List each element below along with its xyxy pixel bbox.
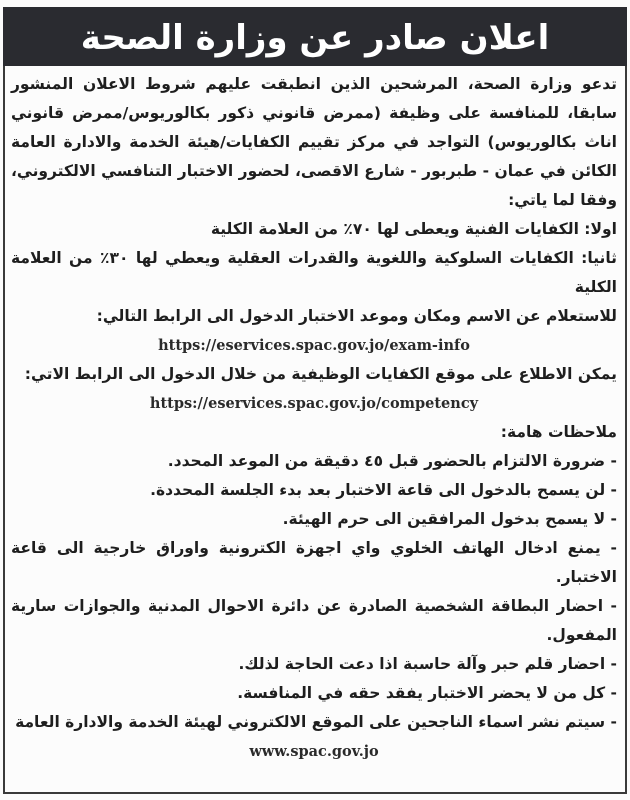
announcement-title: اعلان صادر عن وزارة الصحة (80, 18, 550, 58)
exam-info-link[interactable]: https://eservices.spac.gov.jo/exam-info (158, 337, 470, 354)
note-item: - كل من لا يحضر الاختبار يفقد حقه في المنافسة. (237, 684, 617, 702)
competency-text: يمكن الاطلاع على موقع الكفايات الوظيفية من خلال الدخول الى الرابط الاتي: (24, 365, 617, 383)
note-item: - سيتم نشر اسماء الناجحين على الموقع الالكتروني لهيئة الخدمة والادارة العامة (15, 713, 617, 731)
note-item: - لن يسمح بالدخول الى قاعة الاختبار بعد بدء الجلسة المحددة. (150, 481, 617, 499)
notes-title: ملاحظات هامة: (500, 423, 617, 441)
note-item: - لا يسمح بدخول المرافقين الى حرم الهيئة. (282, 510, 617, 528)
announcement-body (3, 66, 627, 794)
intro-paragraph: تدعو وزارة الصحة، المرشحين الذين انطبقت عليهم شروط الاعلان المنشور سابقا، للمنافسة على وظيفة (ممرض قانوني ذكور بكالوريوس/ممرض قانوني اناث بكالوريوس) التواجد في مركز تقييم الكفايات/هيئة الخدمة والادارة العامة الكائن في عمان - طبربور - شارع الاقصى، لحضور الاختبار التنافسي الالكتروني، وفقا لما ياتي: (11, 75, 617, 209)
note-item: - احضار البطاقة الشخصية الصادرة عن دائرة الاحوال المدنية والجوازات سارية المفعول. (11, 597, 617, 644)
note-item: - احضار قلم حبر وآلة حاسبة اذا دعت الحاجة لذلك. (238, 655, 617, 673)
competency-link[interactable]: https://eservices.spac.gov.jo/competency (149, 395, 479, 412)
announcement-header (3, 7, 627, 69)
second-criterion: ثانيا: الكفايات السلوكية واللغوية والقدرات العقلية ويعطي لها ٣٠٪ من العلامة الكلية (11, 249, 617, 296)
note-item: - يمنع ادخال الهاتف الخلوي واي اجهزة الكترونية واوراق خارجية الى قاعة الاختبار. (11, 539, 617, 586)
note-item: - ضرورة الالتزام بالحضور قبل ٤٥ دقيقة من الموعد المحدد. (167, 452, 617, 470)
inquiry-text: للاستعلام عن الاسم ومكان وموعد الاختبار الدخول الى الرابط التالي: (96, 307, 617, 325)
website-link[interactable]: www.spac.gov.jo (249, 743, 379, 760)
first-criterion: اولا: الكفايات الفنية ويعطى لها ٧٠٪ من العلامة الكلية (210, 220, 617, 238)
